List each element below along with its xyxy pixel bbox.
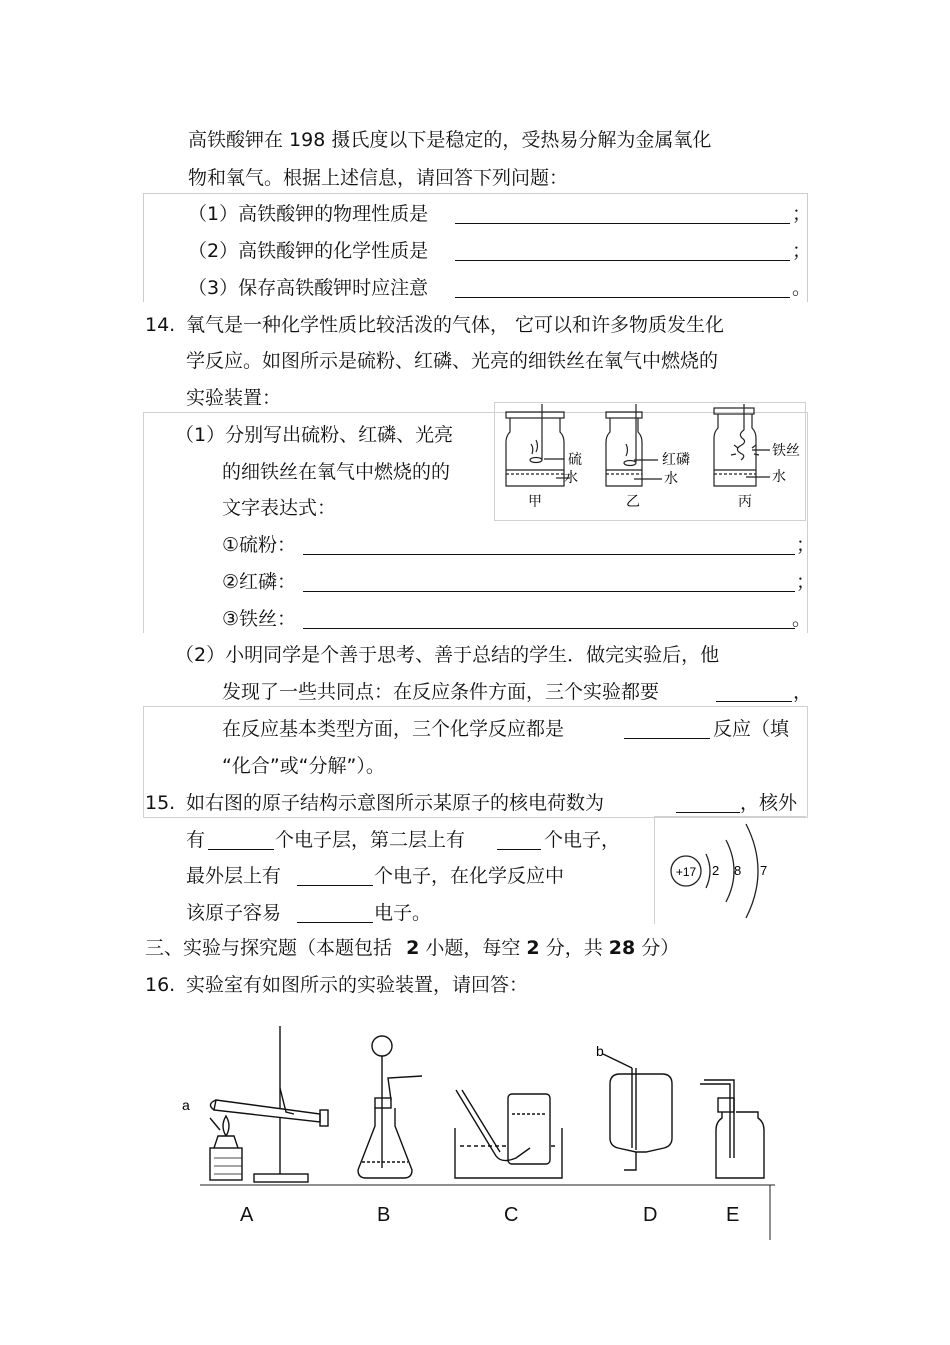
q15-layers-blank[interactable] <box>208 831 274 850</box>
q14-part2-line-4: “化合”或“分解”）。 <box>222 755 385 777</box>
apparatus-d <box>603 1054 672 1170</box>
q14-part2-comma: ， <box>793 681 813 703</box>
section-3-text-c: 分，共 <box>545 937 603 959</box>
q14-sulfur-blank[interactable] <box>303 536 795 555</box>
q14-end-2: ； <box>796 571 816 593</box>
q14-phosphorus-label: ②红磷： <box>222 571 297 593</box>
mark-b: b <box>596 1043 604 1059</box>
nucleus-charge: +17 <box>675 865 697 879</box>
label-water-1: 水 <box>564 469 578 485</box>
q13-blank-1[interactable] <box>455 205 790 224</box>
q13-blank-2[interactable] <box>455 242 790 261</box>
q15-line-3-end: 个电子，在化学反应中 <box>374 865 565 887</box>
section-3-text-b: 小题，每空 <box>425 937 521 959</box>
q14-phosphorus-blank[interactable] <box>303 573 795 592</box>
label-water-3: 水 <box>772 468 786 484</box>
q16-number: 16. <box>145 974 176 996</box>
q15-line-2-start: 有 <box>186 829 206 851</box>
apparatus-a <box>210 1026 328 1182</box>
label-water-2: 水 <box>664 470 678 486</box>
q15-line-4-start: 该原子容易 <box>186 902 282 924</box>
q15-line-2-end: 个电子， <box>544 829 621 851</box>
label-iron-wire: 铁丝 <box>772 442 800 458</box>
label-d: D <box>643 1204 658 1226</box>
q15-second-shell-blank[interactable] <box>497 831 541 850</box>
q14-end-1: ； <box>796 534 816 556</box>
q14-sulfur-label: ①硫粉： <box>222 534 297 556</box>
q14-condition-blank[interactable] <box>716 683 792 702</box>
q13-part3: （3）保存高铁酸钾时应注意 <box>188 277 429 299</box>
q14-line-2: 学反应。如图所示是硫粉、红磷、光亮的细铁丝在氧气中燃烧的 <box>186 350 719 372</box>
section-3-heading <box>145 936 679 960</box>
q13-part1-text: （1）高铁酸钾的物理性质是 <box>188 203 429 225</box>
shell-1-count: 2 <box>712 863 720 878</box>
q14-part2-line-2: 发现了一些共同点：在反应条件方面，三个实验都要 <box>222 681 660 703</box>
section-3-count: 2 <box>406 937 420 959</box>
label-yi: 乙 <box>626 493 640 509</box>
q13-end-1: ； <box>792 203 812 225</box>
mark-a: a <box>182 1097 190 1113</box>
apparatus-c <box>455 1090 562 1178</box>
label-red-phosphorus: 红磷 <box>662 451 690 467</box>
q13-part1 <box>188 202 428 226</box>
lab-apparatus-figure <box>170 1018 775 1240</box>
section-3-text-a: 三、实验与探究题（本题包括 <box>145 937 393 959</box>
label-sulfur: 硫 <box>568 451 582 467</box>
jar-sulfur <box>506 404 570 486</box>
section-3-points: 2 <box>526 937 540 959</box>
q15-number: 15. <box>145 792 176 814</box>
q14-end-3: 。 <box>792 608 812 630</box>
q15-gain-lose-blank[interactable] <box>297 904 373 923</box>
label-a: A <box>240 1204 254 1226</box>
label-e: E <box>726 1204 740 1226</box>
q15-line-1: 如右图的原子结构示意图所示某原子的核电荷数为 <box>186 792 605 814</box>
jar-iron <box>714 404 770 486</box>
label-bing: 丙 <box>738 493 752 509</box>
section-3-text-d: 分） <box>641 937 680 959</box>
q15-line-2-mid: 个电子层，第二层上有 <box>275 829 466 851</box>
q15-line-1-end: ，核外 <box>740 792 798 814</box>
q14-part1-line-3: 文字表达式： <box>222 497 337 519</box>
q15-charge-blank[interactable] <box>676 794 740 813</box>
jar-phosphorus <box>606 404 662 486</box>
q14-iron-blank[interactable] <box>303 610 795 629</box>
q14-part2-line-3-end: 反应（填 <box>713 718 790 740</box>
q14-reaction-type-blank[interactable] <box>624 720 710 739</box>
q14-part1-line-1: （1）分别写出硫粉、红磷、光亮 <box>175 424 454 446</box>
q13-part2: （2）高铁酸钾的化学性质是 <box>188 240 429 262</box>
q14-line-1: 氧气是一种化学性质比较活泼的气体， 它可以和许多物质发生化 <box>186 314 725 336</box>
q14-line-3: 实验装置： <box>186 387 282 409</box>
q15-line-3-start: 最外层上有 <box>186 865 282 887</box>
intro-line-2: 物和氧气。根据上述信息，请回答下列问题： <box>188 167 569 189</box>
q15-outer-shell-blank[interactable] <box>297 867 373 886</box>
shell-3-count: 7 <box>760 863 768 878</box>
shell-2-count: 8 <box>734 863 742 878</box>
label-jia: 甲 <box>528 493 542 509</box>
label-b: B <box>377 1204 391 1226</box>
q15-line-4-end: 电子。 <box>374 902 432 924</box>
q13-blank-3[interactable] <box>455 279 790 298</box>
intro-line-1: 高铁酸钾在 198 摄氏度以下是稳定的，受热易分解为金属氧化 <box>188 129 712 151</box>
q14-part2-line-1: （2）小明同学是个善于思考、善于总结的学生．做完实验后，他 <box>175 644 720 666</box>
q14-iron-label: ③铁丝： <box>222 608 297 630</box>
label-c: C <box>504 1204 519 1226</box>
q14-part1-line-2: 的细铁丝在氧气中燃烧的的 <box>222 461 451 483</box>
q16-text: 实验室有如图所示的实验装置，请回答： <box>186 974 529 996</box>
section-3-total: 28 <box>608 937 636 959</box>
apparatus-b <box>358 1036 422 1178</box>
atom-structure-diagram <box>654 816 806 924</box>
q13-end-2: ； <box>792 240 812 262</box>
q14-number: 14. <box>145 314 176 336</box>
apparatus-e <box>700 1080 764 1178</box>
q13-end-3: 。 <box>792 277 812 299</box>
q14-part2-line-3: 在反应基本类型方面，三个化学反应都是 <box>222 718 565 740</box>
combustion-jars-figure <box>494 402 806 522</box>
